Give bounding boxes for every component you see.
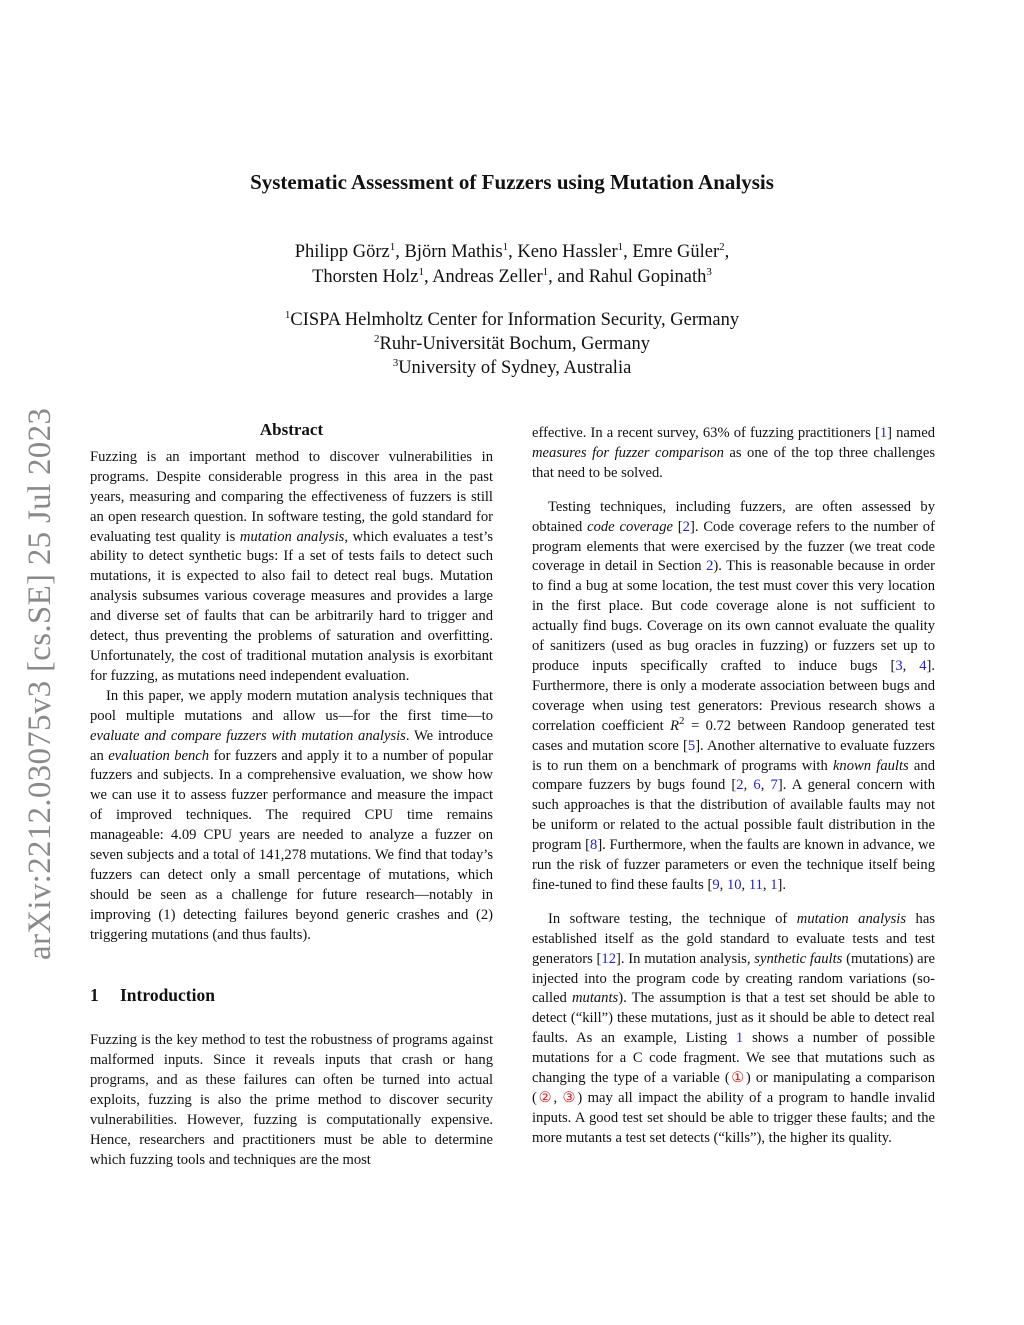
- text-run: ) or manipulating a comparison (: [532, 1070, 936, 1106]
- text-run: as one of the top three challenges that need to be solved.: [532, 444, 936, 481]
- text-run: ,: [553, 1090, 563, 1106]
- section-title: Introduction: [120, 984, 215, 1005]
- authors-line-1: [0, 240, 1024, 265]
- citation-link[interactable]: 12: [601, 950, 616, 967]
- text-run: mutation analysis: [796, 910, 907, 927]
- author-separator: ,: [395, 242, 405, 262]
- text-run: code coverage: [587, 518, 673, 535]
- affiliation-marker: 2: [719, 240, 725, 253]
- affiliation-text: University of Sydney, Australia: [398, 358, 632, 378]
- abstract-paragraph-2: [90, 687, 493, 946]
- left-column: [90, 420, 493, 1171]
- affiliation-marker: 1: [502, 240, 509, 253]
- affiliation-number: 1: [284, 308, 291, 321]
- text-run: measures for fuzzer comparison: [532, 444, 724, 461]
- affiliation-marker: 3: [706, 265, 712, 278]
- text-run: for fuzzers and apply it to a number of popular fuzzers and subjects. In a comprehensive evaluation, we show how we can use it to assess fuzzer performance and measure the impact of improved techniques. The required CPU time remains manageable: 4.09 CPU years are needed to analyze a fuzzer on seven subjects and a total of 141,278 mutations. We find that today’s fuzzers can detect only a small percentage of mutations, which should be seen as a challenge for future research—notably in improving (1) detecting failures beyond generic crashes and (2) triggering mutations (and thus faults).: [90, 747, 493, 943]
- affiliation-marker: 1: [389, 240, 396, 253]
- mutation-marker: ②: [536, 1090, 554, 1106]
- section-number: 1: [90, 984, 99, 1005]
- author-separator: ,: [423, 267, 433, 287]
- text-run: mutants: [571, 990, 619, 1007]
- citation-link[interactable]: 2: [706, 558, 714, 575]
- author-list: [0, 240, 1024, 290]
- text-run: ,: [902, 657, 920, 674]
- body-paragraph-3: [532, 910, 935, 1149]
- body-paragraph-1: [532, 424, 935, 484]
- text-run: In software testing, the technique of: [548, 910, 797, 927]
- text-run: mutation analysis: [239, 528, 345, 545]
- text-run: ].: [777, 876, 786, 893]
- text-run: ]. Code coverage refers to the number of program elements that were exercised by the fuzzer (we treat code coverage in detail in Section: [532, 518, 935, 575]
- citation-link[interactable]: 1: [735, 1030, 744, 1047]
- text-run: . We introduce an: [90, 727, 493, 764]
- text-run: ,: [741, 876, 749, 893]
- author-name: Philipp Görz: [294, 242, 390, 262]
- affiliation-marker: 1: [617, 240, 624, 253]
- text-run: = 0.72 between Randoop generated test cases and mutation score [: [532, 717, 935, 754]
- citation-link[interactable]: 2: [682, 518, 690, 535]
- intro-paragraph-1: [90, 1031, 493, 1170]
- author-name: Andreas Zeller: [432, 267, 543, 287]
- text-run: evaluate and compare fuzzers with mutation analysis: [90, 727, 406, 744]
- affiliation-number: 3: [392, 356, 399, 369]
- author-separator: ,: [724, 242, 730, 262]
- affiliation-text: Ruhr-Universität Bochum, Germany: [379, 334, 650, 354]
- text-run: , which evaluates a test’s ability to detect synthetic bugs: If a set of tests fails to detect such mutations, it is expected to also fail to detect real bugs. Mutation analysis subsumes various coverage measures and provides a large and diverse set of faults that can be arbitrarily hard to trigger and detect, thus preventing the problems of saturation and overfitting. Unfortunately, the cost of traditional mutation analysis is exorbitant for fuzzing, as mutations need independent evaluation.: [90, 528, 493, 684]
- text-run: known faults: [832, 757, 909, 774]
- paper-title: Systematic Assessment of Fuzzers using Mutation Analysis: [250, 170, 774, 194]
- citation-link[interactable]: 11: [748, 876, 763, 893]
- author-separator: ,: [623, 242, 633, 262]
- author-name: Thorsten Holz: [312, 267, 419, 287]
- citation-link[interactable]: 8: [590, 837, 598, 854]
- arxiv-identifier: arXiv:2212.03075v3 [cs.SE] 25 Jul 2023: [22, 407, 58, 960]
- text-run: Testing techniques, including fuzzers, are often assessed by obtained: [532, 498, 935, 535]
- text-run: In this paper, we apply modern mutation analysis techniques that pool multiple mutations and allow us—for the first time—to: [90, 687, 493, 724]
- text-run: ,: [762, 876, 771, 893]
- citation-link[interactable]: 4: [919, 657, 927, 674]
- text-run: ,: [760, 777, 771, 794]
- text-run: has established itself as the gold standard to evaluate tests and test generators [: [532, 910, 936, 967]
- text-run: and compare fuzzers by bugs found [: [532, 757, 935, 794]
- mutation-marker: ①: [729, 1070, 746, 1087]
- author-name: Emre Güler: [632, 242, 720, 262]
- citation-link[interactable]: 5: [687, 737, 696, 754]
- citation-link[interactable]: 7: [770, 777, 778, 794]
- author-separator: ,: [508, 242, 518, 262]
- text-run: ]. Furthermore, there is only a moderate association between bugs and coverage when using test generators: Previous research shows a correlation coefficient: [532, 657, 936, 734]
- text-run: synthetic faults: [754, 950, 843, 967]
- text-run: Fuzzing is the key method to test the robustness of programs against malformed inputs. Since it reveals inputs that crash or hang programs, and as these failures can often be turned into actual exploits, fuzzing is also the prime method to discover security vulnerabilities. However, fuzzing is computationally expensive. Hence, researchers and practitioners must be able to determine which fuzzing tools and techniques are the most: [90, 1032, 493, 1168]
- text-run: ). The assumption is that a test set should be able to detect (“kill”) these mutations, just as it should be able to detect real faults. As an example, Listing: [532, 990, 935, 1047]
- text-run: [: [672, 518, 683, 535]
- text-run: ) may all impact the ability of a program to handle invalid inputs. A good test set should be able to trigger these faults; and the more mutants a test set detects (“kills”), the higher its quality.: [532, 1090, 935, 1146]
- citation-link[interactable]: 1: [770, 876, 778, 893]
- citation-link[interactable]: 1: [879, 425, 888, 441]
- author-name: Björn Mathis: [404, 242, 503, 262]
- author-name: Rahul Gopinath: [588, 267, 707, 287]
- text-run: ). This is reasonable because in order to find a bug at some location, the test must cover this very location in the first place. But code coverage alone is not sufficient to actually find bugs. Coverage on its own cannot evaluate the quality of sanitizers (used as bug oracles in fuzzing) or fuzzers set up to produce inputs specifically crafted to induce bugs [: [532, 558, 935, 674]
- affiliation-marker: 1: [418, 265, 424, 278]
- abstract-heading: Abstract: [259, 420, 324, 439]
- affiliation-list: [0, 308, 1024, 380]
- affiliation-marker: 1: [542, 265, 549, 278]
- text-run: 2: [679, 714, 685, 727]
- authors-line-2: [0, 265, 1024, 290]
- text-run: (mutations) are injected into the program code by creating random variations (so-called: [532, 950, 935, 1007]
- text-run: ]. Furthermore, when the faults are known in advance, we run the risk of fuzzer parameters or even the technique itself being fine-tuned to find these faults [: [532, 837, 935, 893]
- abstract-paragraph-1: [90, 448, 493, 687]
- section-heading-introduction: [90, 986, 493, 1006]
- text-run: shows a number of possible mutations for a C code fragment. We see that mutations such as changing the type of a variable (: [532, 1030, 935, 1087]
- affiliation-text: CISPA Helmholtz Center for Information Security, Germany: [290, 310, 740, 330]
- text-run: ] named: [887, 425, 936, 441]
- mutation-marker: ③: [562, 1090, 578, 1106]
- text-run: ,: [719, 876, 727, 893]
- text-run: ]. In mutation analysis,: [616, 950, 755, 967]
- text-run: effective. In a recent survey, 63% of fuzzing practitioners [: [532, 425, 880, 441]
- text-run: evaluation bench: [108, 747, 210, 764]
- author-name: Keno Hassler: [517, 242, 618, 262]
- affiliation-number: 2: [374, 332, 380, 345]
- text-run: ,: [743, 777, 754, 794]
- citation-link[interactable]: 2: [736, 777, 744, 794]
- affiliation-line: [0, 308, 1024, 332]
- body-paragraph-2: [532, 498, 935, 896]
- citation-link[interactable]: 9: [712, 876, 720, 893]
- affiliation-line: [0, 356, 1024, 380]
- citation-link[interactable]: 3: [895, 657, 903, 674]
- citation-link[interactable]: 10: [726, 876, 742, 893]
- author-separator: , and: [548, 267, 589, 287]
- text-run: R: [670, 717, 680, 734]
- text-run: ]. Another alternative to evaluate fuzzers is to run them on a benchmark of programs with: [532, 737, 935, 774]
- citation-link[interactable]: 6: [753, 777, 761, 794]
- affiliation-line: [0, 332, 1024, 356]
- right-column: [532, 424, 935, 1149]
- text-run: ]. A general concern with such approaches is that the distribution of available faults may not be uniform or related to the actual possible fault distribution in the program [: [532, 777, 936, 854]
- text-run: Fuzzing is an important method to discover vulnerabilities in programs. Despite considerable progress in this area in the past years, measuring and comparing the effectiveness of fuzzers is still an open research question. In software testing, the gold standard for evaluating test quality is: [90, 448, 493, 545]
